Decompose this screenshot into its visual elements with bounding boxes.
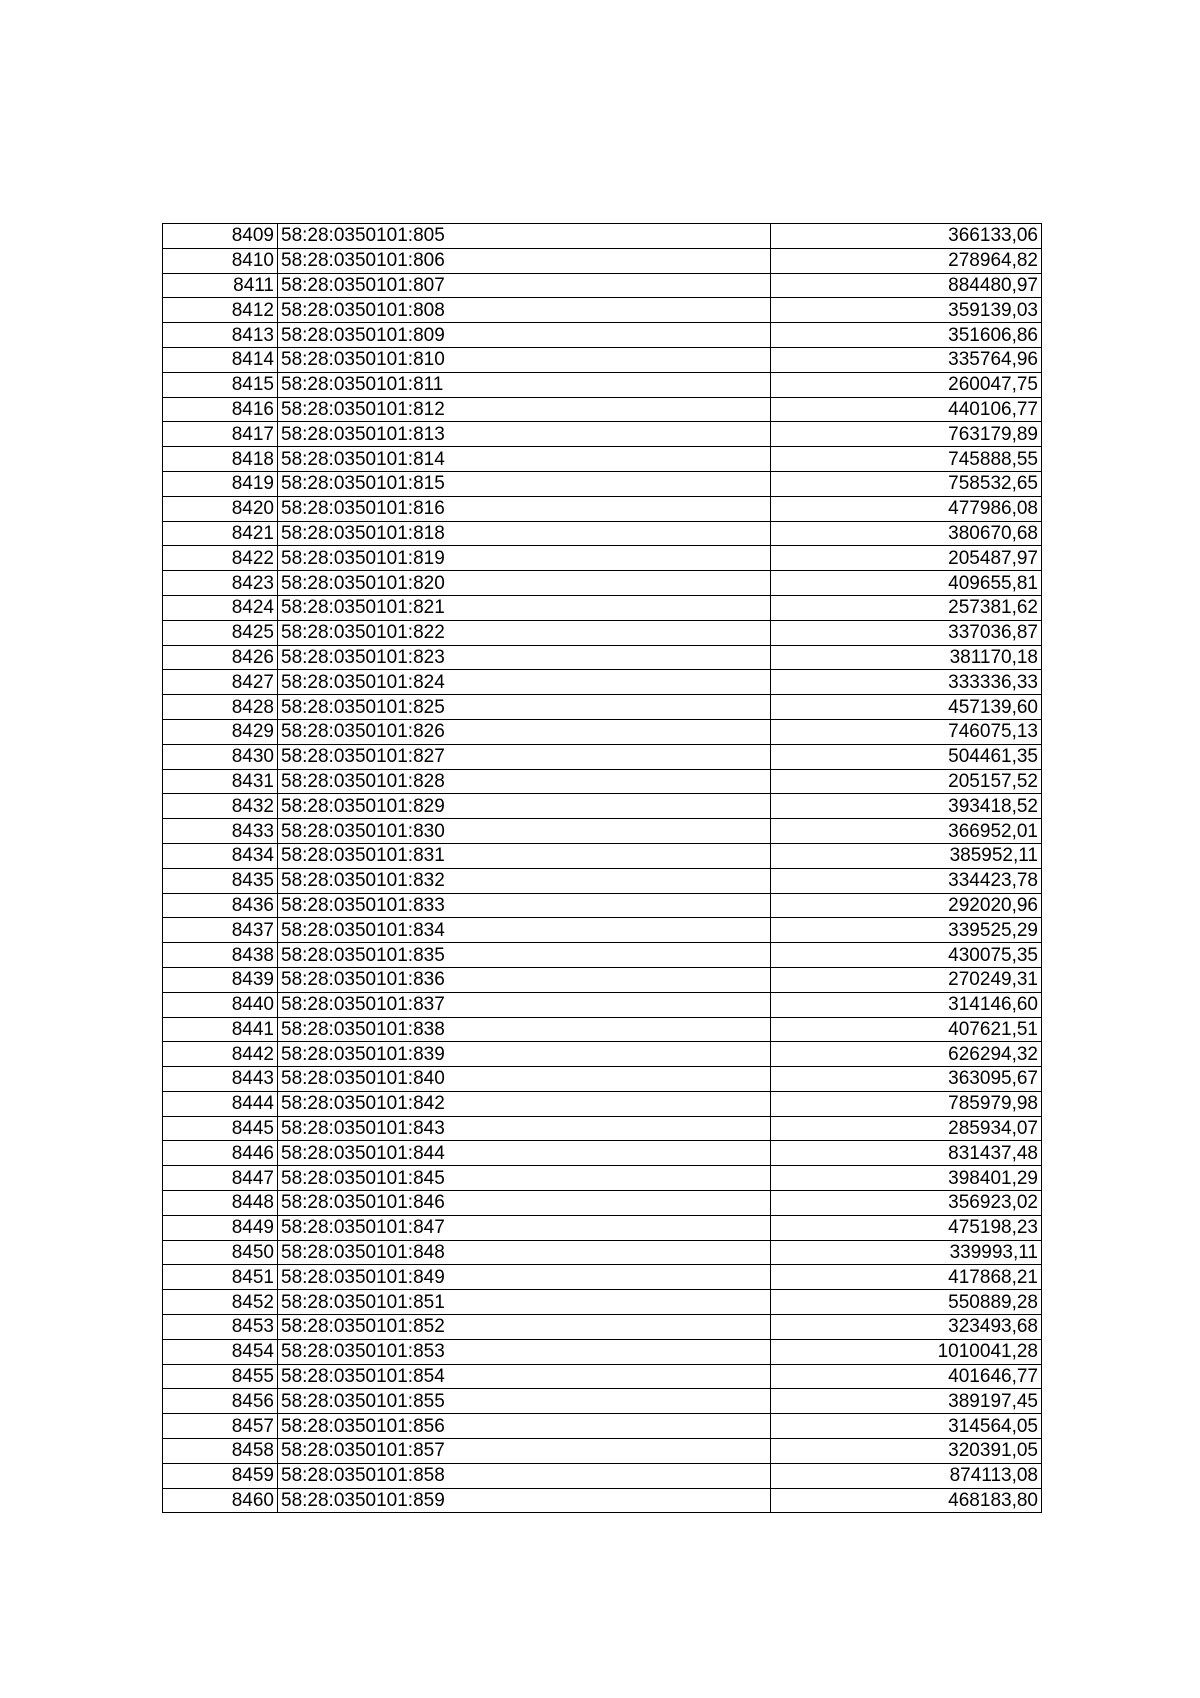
row-number-cell: 8410 [163, 248, 278, 273]
value-cell: 366133,06 [771, 224, 1042, 249]
cadastral-number-cell: 58:28:0350101:810 [278, 347, 771, 372]
table-row [163, 298, 1042, 323]
row-number-cell: 8445 [163, 1116, 278, 1141]
value-cell: 320391,05 [771, 1439, 1042, 1464]
value-cell: 292020,96 [771, 893, 1042, 918]
value-cell: 381170,18 [771, 645, 1042, 670]
value-cell: 763179,89 [771, 422, 1042, 447]
table-row [163, 372, 1042, 397]
value-cell: 468183,80 [771, 1488, 1042, 1513]
table-row [163, 571, 1042, 596]
row-number-cell: 8426 [163, 645, 278, 670]
row-number-cell: 8441 [163, 1017, 278, 1042]
cadastral-number-cell: 58:28:0350101:852 [278, 1315, 771, 1340]
table-row [163, 347, 1042, 372]
cadastral-number-cell: 58:28:0350101:811 [278, 372, 771, 397]
value-cell: 409655,81 [771, 571, 1042, 596]
cadastral-number-cell: 58:28:0350101:807 [278, 273, 771, 298]
cadastral-number-cell: 58:28:0350101:829 [278, 794, 771, 819]
row-number-cell: 8444 [163, 1091, 278, 1116]
row-number-cell: 8449 [163, 1215, 278, 1240]
cadastral-number-cell: 58:28:0350101:834 [278, 918, 771, 943]
row-number-cell: 8438 [163, 943, 278, 968]
value-cell: 337036,87 [771, 620, 1042, 645]
value-cell: 334423,78 [771, 868, 1042, 893]
cadastral-number-cell: 58:28:0350101:808 [278, 298, 771, 323]
value-cell: 335764,96 [771, 347, 1042, 372]
table-row [163, 1191, 1042, 1216]
value-cell: 393418,52 [771, 794, 1042, 819]
value-cell: 339525,29 [771, 918, 1042, 943]
cadastral-number-cell: 58:28:0350101:843 [278, 1116, 771, 1141]
value-cell: 351606,86 [771, 323, 1042, 348]
value-cell: 366952,01 [771, 819, 1042, 844]
row-number-cell: 8423 [163, 571, 278, 596]
row-number-cell: 8450 [163, 1240, 278, 1265]
cadastral-number-cell: 58:28:0350101:854 [278, 1364, 771, 1389]
row-number-cell: 8459 [163, 1463, 278, 1488]
row-number-cell: 8429 [163, 719, 278, 744]
cadastral-number-cell: 58:28:0350101:824 [278, 670, 771, 695]
table-row [163, 918, 1042, 943]
row-number-cell: 8439 [163, 967, 278, 992]
row-number-cell: 8448 [163, 1191, 278, 1216]
cadastral-number-cell: 58:28:0350101:832 [278, 868, 771, 893]
value-cell: 205157,52 [771, 769, 1042, 794]
cadastral-number-cell: 58:28:0350101:855 [278, 1389, 771, 1414]
cadastral-number-cell: 58:28:0350101:828 [278, 769, 771, 794]
table-row [163, 224, 1042, 249]
value-cell: 314146,60 [771, 992, 1042, 1017]
row-number-cell: 8457 [163, 1414, 278, 1439]
cadastral-number-cell: 58:28:0350101:822 [278, 620, 771, 645]
row-number-cell: 8452 [163, 1290, 278, 1315]
cadastral-number-cell: 58:28:0350101:812 [278, 397, 771, 422]
row-number-cell: 8437 [163, 918, 278, 943]
value-cell: 1010041,28 [771, 1339, 1042, 1364]
row-number-cell: 8430 [163, 744, 278, 769]
table-row [163, 471, 1042, 496]
value-cell: 831437,48 [771, 1141, 1042, 1166]
value-cell: 385952,11 [771, 843, 1042, 868]
row-number-cell: 8458 [163, 1439, 278, 1464]
row-number-cell: 8431 [163, 769, 278, 794]
cadastral-number-cell: 58:28:0350101:859 [278, 1488, 771, 1513]
value-cell: 417868,21 [771, 1265, 1042, 1290]
table-row [163, 1265, 1042, 1290]
value-cell: 550889,28 [771, 1290, 1042, 1315]
row-number-cell: 8411 [163, 273, 278, 298]
value-cell: 457139,60 [771, 695, 1042, 720]
value-cell: 323493,68 [771, 1315, 1042, 1340]
value-cell: 477986,08 [771, 496, 1042, 521]
row-number-cell: 8415 [163, 372, 278, 397]
cadastral-number-cell: 58:28:0350101:833 [278, 893, 771, 918]
table-row [163, 992, 1042, 1017]
value-cell: 380670,68 [771, 521, 1042, 546]
row-number-cell: 8447 [163, 1166, 278, 1191]
table-row [163, 1290, 1042, 1315]
table-row [163, 744, 1042, 769]
cadastral-number-cell: 58:28:0350101:820 [278, 571, 771, 596]
value-cell: 440106,77 [771, 397, 1042, 422]
value-cell: 746075,13 [771, 719, 1042, 744]
table-row [163, 1439, 1042, 1464]
cadastral-number-cell: 58:28:0350101:853 [278, 1339, 771, 1364]
cadastral-number-cell: 58:28:0350101:840 [278, 1067, 771, 1092]
cadastral-number-cell: 58:28:0350101:814 [278, 447, 771, 472]
cadastral-number-cell: 58:28:0350101:847 [278, 1215, 771, 1240]
value-cell: 333336,33 [771, 670, 1042, 695]
table-row [163, 323, 1042, 348]
table-row [163, 843, 1042, 868]
value-cell: 745888,55 [771, 447, 1042, 472]
table-row [163, 447, 1042, 472]
row-number-cell: 8440 [163, 992, 278, 1017]
value-cell: 205487,97 [771, 546, 1042, 571]
row-number-cell: 8416 [163, 397, 278, 422]
row-number-cell: 8456 [163, 1389, 278, 1414]
value-cell: 504461,35 [771, 744, 1042, 769]
row-number-cell: 8418 [163, 447, 278, 472]
row-number-cell: 8414 [163, 347, 278, 372]
row-number-cell: 8443 [163, 1067, 278, 1092]
cadastral-number-cell: 58:28:0350101:845 [278, 1166, 771, 1191]
value-cell: 626294,32 [771, 1042, 1042, 1067]
row-number-cell: 8422 [163, 546, 278, 571]
table-row [163, 943, 1042, 968]
cadastral-number-cell: 58:28:0350101:830 [278, 819, 771, 844]
cadastral-number-cell: 58:28:0350101:848 [278, 1240, 771, 1265]
table-row [163, 595, 1042, 620]
table-row [163, 397, 1042, 422]
row-number-cell: 8419 [163, 471, 278, 496]
table-row [163, 422, 1042, 447]
value-cell: 339993,11 [771, 1240, 1042, 1265]
row-number-cell: 8454 [163, 1339, 278, 1364]
table-body [163, 224, 1042, 1513]
value-cell: 260047,75 [771, 372, 1042, 397]
value-cell: 257381,62 [771, 595, 1042, 620]
table-row [163, 1166, 1042, 1191]
table-row [163, 1414, 1042, 1439]
cadastral-number-cell: 58:28:0350101:836 [278, 967, 771, 992]
value-cell: 278964,82 [771, 248, 1042, 273]
table-row [163, 1116, 1042, 1141]
cadastral-number-cell: 58:28:0350101:839 [278, 1042, 771, 1067]
cadastral-number-cell: 58:28:0350101:818 [278, 521, 771, 546]
value-cell: 314564,05 [771, 1414, 1042, 1439]
cadastral-number-cell: 58:28:0350101:821 [278, 595, 771, 620]
table-row [163, 719, 1042, 744]
table-row [163, 1364, 1042, 1389]
table-row [163, 496, 1042, 521]
value-cell: 874113,08 [771, 1463, 1042, 1488]
table-row [163, 670, 1042, 695]
table-row [163, 1091, 1042, 1116]
row-number-cell: 8434 [163, 843, 278, 868]
table-row [163, 695, 1042, 720]
value-cell: 758532,65 [771, 471, 1042, 496]
data-table [162, 223, 1042, 1513]
table-row [163, 868, 1042, 893]
row-number-cell: 8435 [163, 868, 278, 893]
table-row [163, 248, 1042, 273]
cadastral-number-cell: 58:28:0350101:809 [278, 323, 771, 348]
row-number-cell: 8427 [163, 670, 278, 695]
cadastral-number-cell: 58:28:0350101:825 [278, 695, 771, 720]
table-row [163, 769, 1042, 794]
row-number-cell: 8446 [163, 1141, 278, 1166]
table-row [163, 546, 1042, 571]
row-number-cell: 8425 [163, 620, 278, 645]
cadastral-number-cell: 58:28:0350101:805 [278, 224, 771, 249]
row-number-cell: 8433 [163, 819, 278, 844]
cadastral-number-cell: 58:28:0350101:858 [278, 1463, 771, 1488]
table-row [163, 1315, 1042, 1340]
row-number-cell: 8460 [163, 1488, 278, 1513]
value-cell: 359139,03 [771, 298, 1042, 323]
cadastral-number-cell: 58:28:0350101:844 [278, 1141, 771, 1166]
cadastral-number-cell: 58:28:0350101:831 [278, 843, 771, 868]
table-row [163, 1141, 1042, 1166]
row-number-cell: 8424 [163, 595, 278, 620]
cadastral-number-cell: 58:28:0350101:856 [278, 1414, 771, 1439]
row-number-cell: 8428 [163, 695, 278, 720]
cadastral-number-cell: 58:28:0350101:827 [278, 744, 771, 769]
value-cell: 401646,77 [771, 1364, 1042, 1389]
value-cell: 285934,07 [771, 1116, 1042, 1141]
cadastral-number-cell: 58:28:0350101:826 [278, 719, 771, 744]
cadastral-number-cell: 58:28:0350101:823 [278, 645, 771, 670]
table-row [163, 1215, 1042, 1240]
value-cell: 785979,98 [771, 1091, 1042, 1116]
table-row [163, 893, 1042, 918]
table-row [163, 794, 1042, 819]
row-number-cell: 8436 [163, 893, 278, 918]
cadastral-number-cell: 58:28:0350101:816 [278, 496, 771, 521]
row-number-cell: 8412 [163, 298, 278, 323]
cadastral-number-cell: 58:28:0350101:857 [278, 1439, 771, 1464]
row-number-cell: 8451 [163, 1265, 278, 1290]
cadastral-number-cell: 58:28:0350101:837 [278, 992, 771, 1017]
cadastral-number-cell: 58:28:0350101:835 [278, 943, 771, 968]
value-cell: 430075,35 [771, 943, 1042, 968]
table-row [163, 1042, 1042, 1067]
table-row [163, 1488, 1042, 1513]
table-row [163, 521, 1042, 546]
row-number-cell: 8455 [163, 1364, 278, 1389]
value-cell: 363095,67 [771, 1067, 1042, 1092]
table-row [163, 967, 1042, 992]
table-row [163, 1389, 1042, 1414]
cadastral-number-cell: 58:28:0350101:819 [278, 546, 771, 571]
table-row [163, 1017, 1042, 1042]
row-number-cell: 8432 [163, 794, 278, 819]
table-row [163, 1339, 1042, 1364]
row-number-cell: 8417 [163, 422, 278, 447]
cadastral-number-cell: 58:28:0350101:813 [278, 422, 771, 447]
value-cell: 389197,45 [771, 1389, 1042, 1414]
row-number-cell: 8442 [163, 1042, 278, 1067]
value-cell: 270249,31 [771, 967, 1042, 992]
row-number-cell: 8420 [163, 496, 278, 521]
table-row [163, 645, 1042, 670]
cadastral-number-cell: 58:28:0350101:851 [278, 1290, 771, 1315]
row-number-cell: 8409 [163, 224, 278, 249]
value-cell: 398401,29 [771, 1166, 1042, 1191]
value-cell: 475198,23 [771, 1215, 1042, 1240]
row-number-cell: 8453 [163, 1315, 278, 1340]
table-row [163, 1240, 1042, 1265]
row-number-cell: 8421 [163, 521, 278, 546]
table-row [163, 620, 1042, 645]
table-row [163, 273, 1042, 298]
row-number-cell: 8413 [163, 323, 278, 348]
table-row [163, 1463, 1042, 1488]
table-row [163, 1067, 1042, 1092]
value-cell: 356923,02 [771, 1191, 1042, 1216]
cadastral-number-cell: 58:28:0350101:806 [278, 248, 771, 273]
cadastral-number-cell: 58:28:0350101:842 [278, 1091, 771, 1116]
cadastral-number-cell: 58:28:0350101:849 [278, 1265, 771, 1290]
cadastral-number-cell: 58:28:0350101:815 [278, 471, 771, 496]
cadastral-number-cell: 58:28:0350101:846 [278, 1191, 771, 1216]
value-cell: 884480,97 [771, 273, 1042, 298]
cadastral-number-cell: 58:28:0350101:838 [278, 1017, 771, 1042]
table-row [163, 819, 1042, 844]
value-cell: 407621,51 [771, 1017, 1042, 1042]
